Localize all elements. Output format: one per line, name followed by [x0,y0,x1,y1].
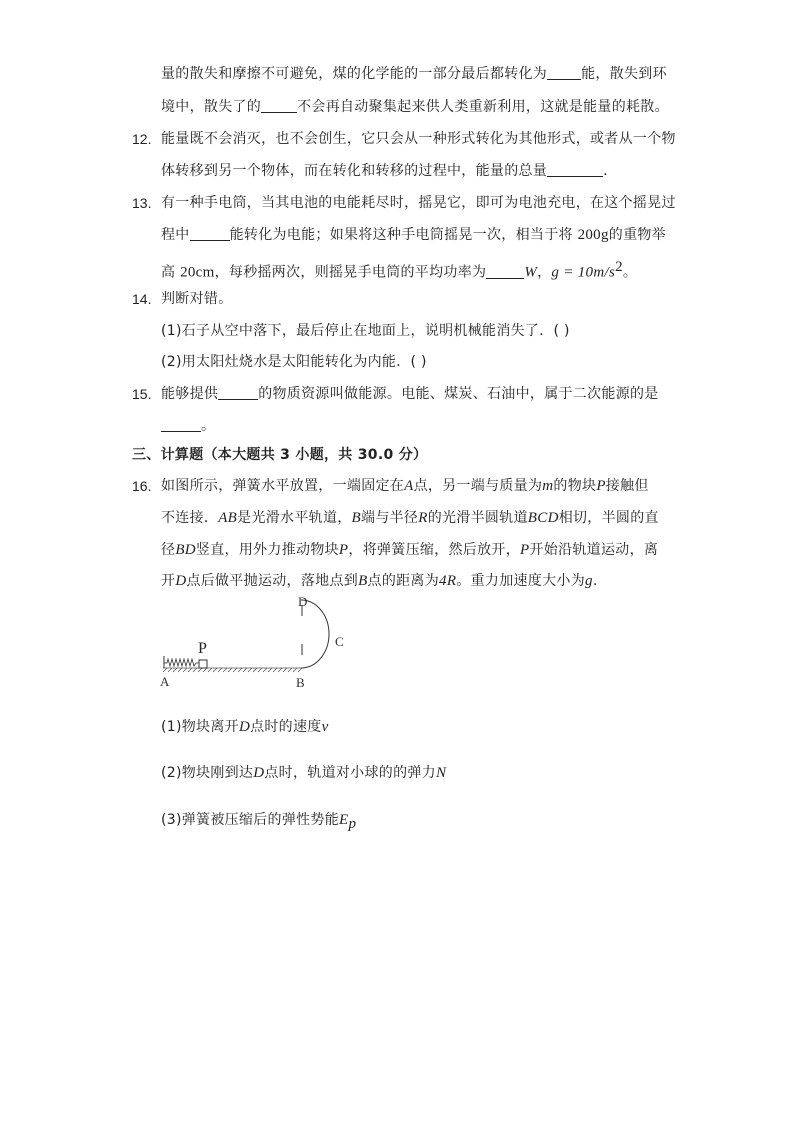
q14-sub-1: (1)石子从空中落下，最后停止在地面上，说明机械能消失了．( ) [161,323,570,339]
q11-text: 不会再自动聚集起来供人类重新利用，这就是能量的耗散。 [297,99,669,115]
q14-sub-2: (2)用太阳灶烧水是太阳能转化为内能．( ) [161,354,427,370]
q13-line-1: 有一种手电筒，当其电池的电能耗尽时，摇晃它，即可为电池充电，在这个摇晃过 [161,195,676,211]
question-number: 16. [132,478,152,494]
physics-diagram [155,592,365,692]
q15-line-1 [161,384,659,404]
q13-unit: W [524,264,538,281]
q15-text: 能够提供 [161,386,219,402]
q12-text: . [603,163,608,179]
q13-text: 高 [161,264,176,281]
q13-height: 20cm [180,264,215,281]
answer-blank[interactable] [218,385,258,400]
q15-text: 的物质资源叫做能源。电能、煤炭、石油中，属于二次能源的是 [258,386,659,402]
spring [164,659,199,666]
answer-blank[interactable] [547,65,581,80]
label-a: A [160,674,170,689]
q16-sub-3: (3)弹簧被压缩后的弹性势能$E_p$ [161,812,357,832]
q13-line-2 [161,225,666,245]
q13-line-3 [161,257,637,283]
q14-line-1: 判断对错。 [161,291,233,307]
q11-text: 境中，散失了的 [161,99,262,115]
question-number: 12. [132,131,152,147]
question-number: 15. [132,386,152,402]
q16-line-4: 开D点后做平抛运动，落地点到B点的距离为4R。重力加速度大小为g. [161,573,598,589]
q15-line-2 [161,416,215,436]
q16-sub-2: (2)物块刚到达D点时，轨道对小球的的弹力N [161,765,447,781]
label-c: C [335,634,344,649]
q13-text: 。 [622,264,638,281]
q16-line-3: 径BD竖直，用外力推动物块P，将弹簧压缩，然后放开，P开始沿轨道运动，离 [161,542,659,558]
question-number: 13. [132,195,152,211]
q11-line-1 [161,64,667,84]
q16-line-2: 不连接．AB是光滑水平轨道，B端与半径R的光滑半圆轨道BCD相切，半圆的直 [161,510,659,526]
answer-blank[interactable] [261,98,297,113]
q13-sup: 2 [615,259,623,275]
q13-text: 能转化为电能；如果将这种手电筒摇晃一次，相当于将 [229,227,573,243]
ground-hatch [163,668,302,672]
answer-blank[interactable] [161,417,201,432]
q12-line-2 [161,161,608,181]
q16-line-1: 如图所示，弹簧水平放置，一端固定在A点，另一端与质量为m的物块P接触但 [161,478,649,494]
q13-mass: 200g [577,227,609,243]
q11-text: 能，散失到环 [581,66,667,82]
label-b: B [296,675,305,690]
q12-text: 体转移到另一个物体，而在转化和转移的过程中，能量的总量 [161,163,548,179]
q13-gravity: g = 10m/s [551,264,616,281]
question-number: 14. [132,291,152,307]
q13-text: ，每秒摇两次，则摇晃手电筒的平均功率为 [214,264,487,281]
q16-sub-1: (1)物块离开D点时的速度v [161,719,329,735]
answer-blank[interactable] [486,264,524,279]
block-p [199,660,207,668]
q13-text: 的重物举 [608,227,666,243]
q13-text: ， [537,264,552,281]
answer-blank[interactable] [547,162,603,177]
label-d: D [298,594,308,609]
semicircle-track [301,600,329,668]
label-p: P [198,640,207,657]
q13-text: 程中 [161,227,190,243]
section-title: 三、计算题（本大题共 3 小题，共 30.0 分） [132,447,428,463]
q15-text: 。 [201,418,216,434]
q11-line-2 [161,97,669,117]
q12-line-1: 能量既不会消灭，也不会创生，它只会从一种形式转化为其他形式，或者从一个物 [161,131,676,147]
q11-text: 量的散失和摩擦不可避免，煤的化学能的一部分最后都转化为 [161,66,548,82]
answer-blank[interactable] [190,226,230,241]
